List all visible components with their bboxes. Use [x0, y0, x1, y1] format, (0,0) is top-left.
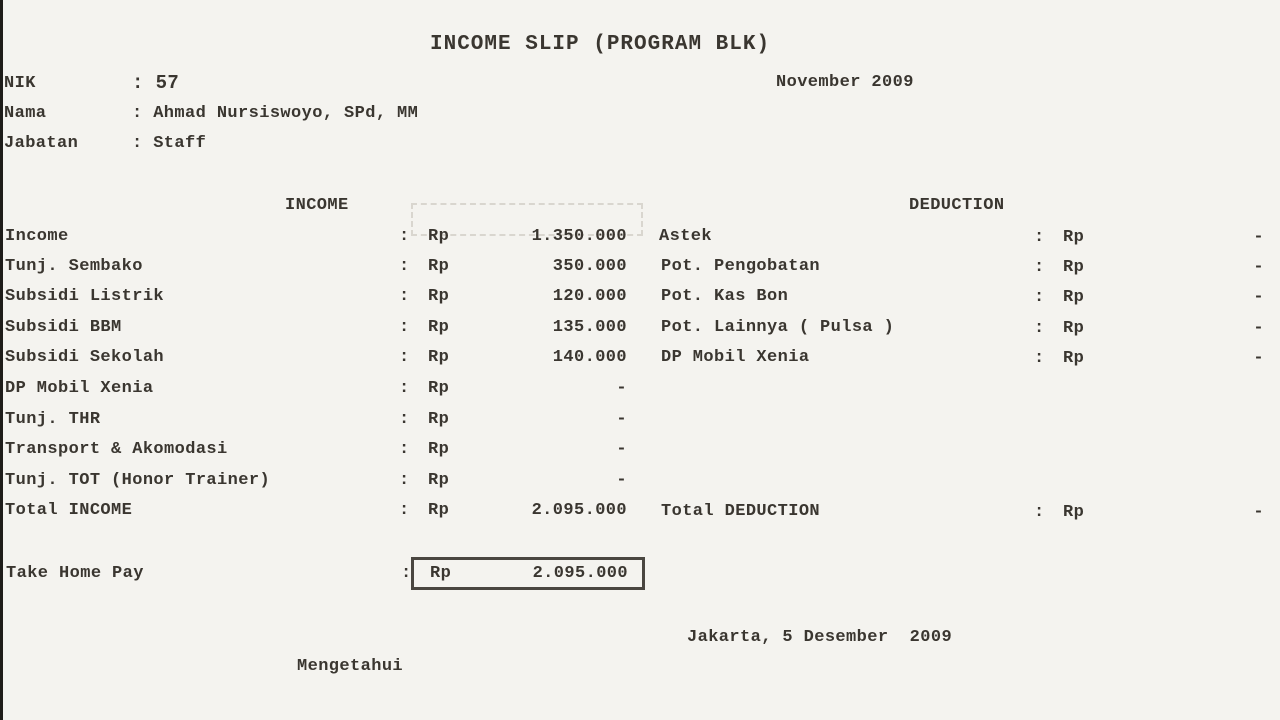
deduction-row-currency: Rp — [1063, 228, 1085, 247]
income-row-label: Tunj. Sembako — [5, 257, 143, 276]
deduction-row-sep: : — [1034, 258, 1045, 277]
take-home-pay-amount: 2.095.000 — [532, 564, 628, 583]
income-row-label: Transport & Akomodasi — [5, 440, 228, 459]
income-row-sep: : — [399, 227, 410, 246]
deduction-row-label: Pot. Lainnya ( Pulsa ) — [661, 318, 895, 337]
nama-label: Nama — [4, 104, 47, 123]
income-row-amount: 140.000 — [552, 348, 627, 367]
income-row-label: Income — [5, 227, 69, 246]
deduction-row-currency: Rp — [1063, 349, 1085, 368]
total-income-sep: : — [399, 501, 410, 520]
deduction-header: DEDUCTION — [909, 196, 1005, 215]
income-row-sep: : — [399, 287, 410, 306]
jabatan-value: : Staff — [132, 134, 207, 153]
deduction-row-currency: Rp — [1063, 258, 1085, 277]
slip-title: INCOME SLIP (PROGRAM BLK) — [430, 33, 771, 56]
income-row-sep: : — [399, 257, 410, 276]
deduction-row-sep: : — [1034, 349, 1045, 368]
total-deduction-sep: : — [1034, 503, 1045, 522]
nik-value: : 57 — [132, 72, 180, 94]
deduction-row-amount: - — [1253, 319, 1264, 338]
page-edge — [0, 0, 3, 720]
income-row-currency: Rp — [428, 379, 450, 398]
deduction-row-sep: : — [1034, 288, 1045, 307]
deduction-row-label: Pot. Pengobatan — [661, 257, 821, 276]
income-row-sep: : — [399, 440, 410, 459]
income-row-sep: : — [399, 318, 410, 337]
income-row-sep: : — [399, 379, 410, 398]
take-home-pay-label: Take Home Pay — [6, 564, 144, 583]
income-row-amount: - — [616, 410, 627, 429]
deduction-row-amount: - — [1253, 288, 1264, 307]
income-row-label: Subsidi Sekolah — [5, 348, 165, 367]
income-row-amount: 350.000 — [552, 257, 627, 276]
deduction-row-label: Pot. Kas Bon — [661, 287, 789, 306]
income-row-currency: Rp — [428, 348, 450, 367]
deduction-row-currency: Rp — [1063, 288, 1085, 307]
total-deduction-label: Total DEDUCTION — [661, 502, 821, 521]
nik-label: NIK — [4, 74, 36, 93]
income-row-currency: Rp — [428, 410, 450, 429]
total-deduction-amount: - — [1253, 503, 1264, 522]
deduction-row-sep: : — [1034, 228, 1045, 247]
take-home-pay-sep: : — [401, 564, 412, 583]
income-row-currency: Rp — [428, 318, 450, 337]
deduction-row-amount: - — [1253, 349, 1264, 368]
income-row-label: Subsidi Listrik — [5, 287, 165, 306]
deduction-row-sep: : — [1034, 319, 1045, 338]
income-row-sep: : — [399, 348, 410, 367]
total-income-amount: 2.095.000 — [531, 501, 627, 520]
income-row-label: Subsidi BBM — [5, 318, 122, 337]
take-home-pay-currency: Rp — [430, 564, 452, 583]
deduction-row-amount: - — [1253, 228, 1264, 247]
income-row-currency: Rp — [428, 287, 450, 306]
income-row-currency: Rp — [428, 471, 450, 490]
income-row-currency: Rp — [428, 257, 450, 276]
income-row-amount: - — [616, 440, 627, 459]
deduction-row-currency: Rp — [1063, 319, 1085, 338]
income-row-label: DP Mobil Xenia — [5, 379, 154, 398]
income-row-currency: Rp — [428, 227, 450, 246]
income-header: INCOME — [285, 196, 349, 215]
total-deduction-currency: Rp — [1063, 503, 1085, 522]
deduction-row-label: Astek — [659, 227, 713, 246]
income-row-amount: 135.000 — [552, 318, 627, 337]
acknowledged-label: Mengetahui — [297, 657, 404, 676]
income-row-amount: 120.000 — [552, 287, 627, 306]
income-row-label: Tunj. THR — [5, 410, 101, 429]
income-row-currency: Rp — [428, 440, 450, 459]
place-date: Jakarta, 5 Desember 2009 — [687, 628, 953, 647]
income-row-sep: : — [399, 410, 410, 429]
slip-period: November 2009 — [776, 73, 914, 92]
deduction-row-amount: - — [1253, 258, 1264, 277]
income-row-amount: - — [616, 379, 627, 398]
income-row-amount: 1.350.000 — [531, 227, 627, 246]
deduction-row-label: DP Mobil Xenia — [661, 348, 810, 367]
income-row-label: Tunj. TOT (Honor Trainer) — [5, 471, 271, 490]
jabatan-label: Jabatan — [4, 134, 79, 153]
total-income-currency: Rp — [428, 501, 450, 520]
income-row-sep: : — [399, 471, 410, 490]
total-income-label: Total INCOME — [5, 501, 133, 520]
income-row-amount: - — [616, 471, 627, 490]
nama-value: : Ahmad Nursiswoyo, SPd, MM — [132, 104, 419, 123]
